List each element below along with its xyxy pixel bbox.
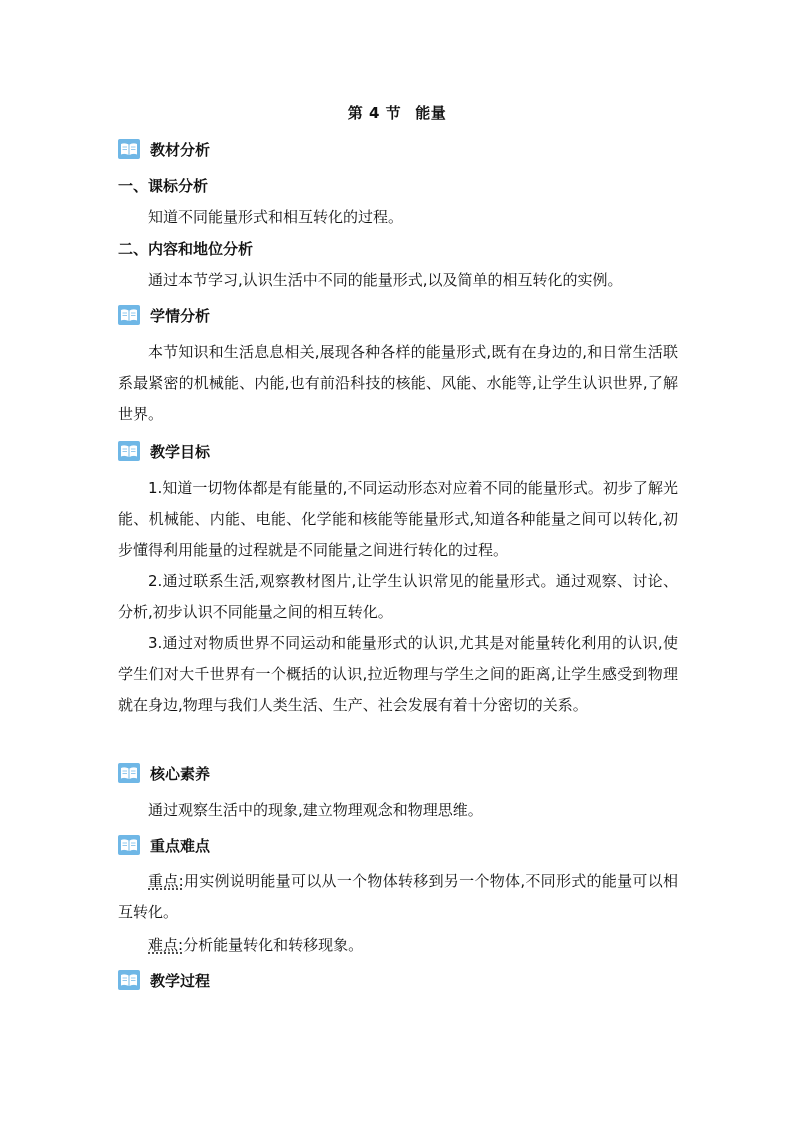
section-name: 能量 [415, 104, 447, 122]
subheading-standards-analysis: 一、课标分析 [118, 177, 209, 195]
subheading-content-position: 二、内容和地位分析 [118, 240, 254, 258]
section-title: 教学目标 [150, 442, 211, 461]
difficulty-label: 难点: [148, 936, 184, 954]
key-point-paragraph [118, 866, 678, 928]
open-book-icon [118, 441, 140, 461]
open-book-icon [118, 139, 140, 159]
open-book-icon [118, 970, 140, 990]
learner-text: 本节知识和生活息息相关,展现各种各样的能量形式,既有在身边的,和日常生活联系最紧密的机械能、内能,也有前沿科技的核能、风能、水能等,让学生认识世界,了解世界。 [118, 343, 678, 423]
open-book-icon [118, 835, 140, 855]
section-header-teaching-process [118, 969, 210, 991]
section-title: 学情分析 [150, 306, 211, 325]
section-header-learner-analysis [118, 304, 210, 326]
key-point-label: 重点: [148, 872, 184, 890]
section-header-core-literacy [118, 762, 210, 784]
open-book-icon [118, 305, 140, 325]
core-literacy-text: 通过观察生活中的现象,建立物理观念和物理思维。 [148, 801, 483, 819]
section-header-key-points [118, 834, 210, 856]
section-title: 重点难点 [150, 836, 211, 855]
goal-1-text: 1.知道一切物体都是有能量的,不同运动形态对应着不同的能量形式。初步了解光能、机械能、内能、电能、化学能和核能等能量形式,知道各种能量之间可以转化,初步懂得利用能量的过程就是不同能量之间进行转化的过程。 [118, 479, 678, 559]
goal-3-text: 3.通过对物质世界不同运动和能量形式的认识,尤其是对能量转化利用的认识,使学生们对大千世界有一个概括的认识,拉近物理与学生之间的距离,让学生感受到物理就在身边,物理与我们人类生活、生产、社会发展有着十分密切的关系。 [118, 634, 678, 714]
difficulty-paragraph [148, 934, 363, 955]
section-title: 核心素养 [150, 764, 211, 783]
section-title: 教学过程 [150, 971, 211, 990]
key-point-text: 用实例说明能量可以从一个物体转移到另一个物体,不同形式的能量可以相互转化。 [118, 872, 678, 921]
section-header-teaching-goals [118, 440, 210, 462]
difficulty-text: 分析能量转化和转移现象。 [183, 936, 364, 954]
standards-text: 知道不同能量形式和相互转化的过程。 [148, 208, 404, 226]
section-title: 教材分析 [150, 140, 211, 159]
section-number: 第 4 节 [347, 104, 402, 122]
section-header-textbook-analysis [118, 138, 210, 160]
goal-2-text: 2.通过联系生活,观察教材图片,让学生认识常见的能量形式。通过观察、讨论、分析,初步认识不同能量之间的相互转化。 [118, 572, 678, 621]
content-text: 通过本节学习,认识生活中不同的能量形式,以及简单的相互转化的实例。 [148, 271, 623, 289]
page-title [0, 102, 794, 123]
open-book-icon [118, 763, 140, 783]
